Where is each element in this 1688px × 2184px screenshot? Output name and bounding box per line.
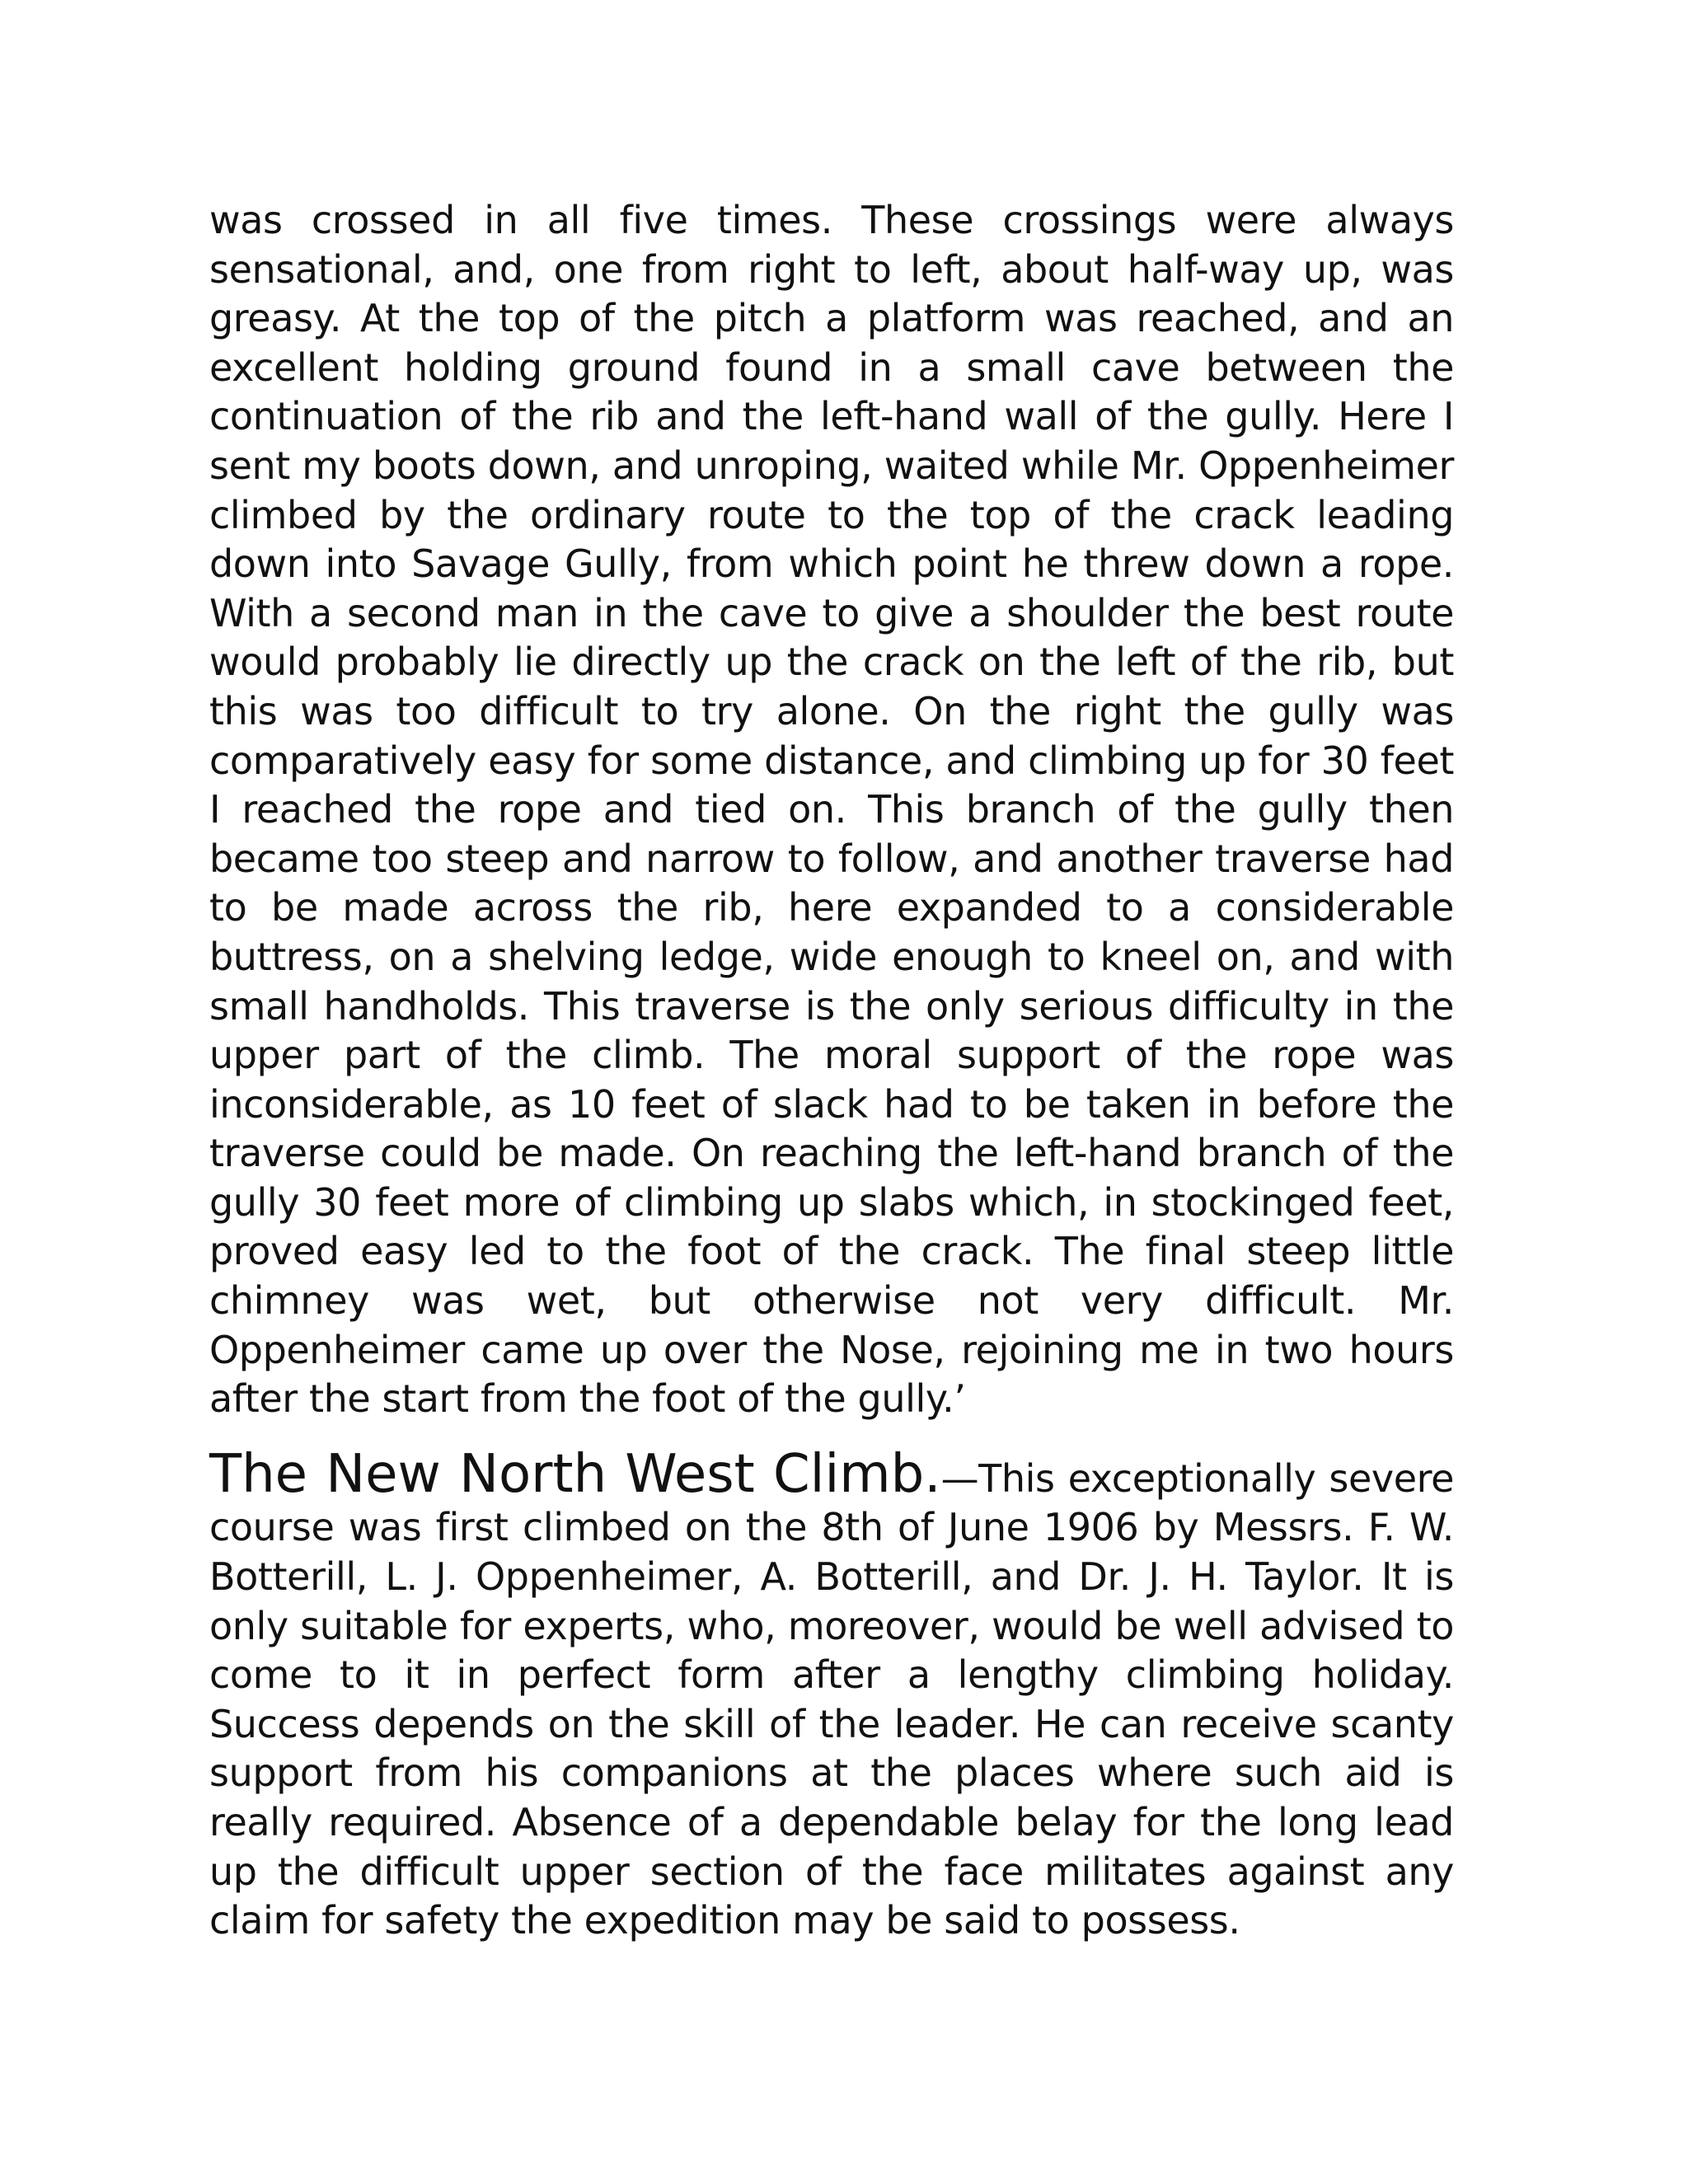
paragraph-text: was crossed in all five times. These crossings were always sensational, and, one from right to left, about half-way up, was greasy. At the top of the pitch a platform was reached, and an excellent holding ground found in a small cave between the continuation of the rib and the left-hand wall of the gully. Here I sent my boots down, and unroping, waited while Mr. Oppenheimer climbed by the ordinary route to the top of the crack leading down into Savage Gully, from which point he threw down a rope. With a second man in the cave to give a shoulder the best route would probably lie directly up the crack on the left of the rib, but this was too difficult to try alone. On the right the gully was comparatively easy for some distance, and climbing up for 30 feet I reached the rope and tied on. This branch of the gully then became too steep and narrow to follow, and another traverse had to be made across the rib, here expanded to a considerable buttress, on a shelving ledge, wide enough to kneel on, and with small handholds. This traverse is the only serious difficulty in the upper part of the climb. The moral support of the rope was inconsiderable, as 10 feet of slack had to be taken in before the traverse could be made. On reaching the left-hand branch of the gully 30 feet more of climbing up slabs which, in stockinged feet, proved easy led to the foot of the crack. The final steep little chimney was wet, but otherwise not very difficult. Mr. Oppenheimer came up over the Nose, rejoining me in two hours after the start from the foot of the gully.’ <box>209 198 1454 1422</box>
paragraph-continuation <box>209 196 1454 1424</box>
paragraph-new-north-west-climb <box>209 1443 1455 1946</box>
page-body <box>209 196 1454 1946</box>
section-heading: The New North West Climb. <box>209 1443 941 1505</box>
paragraph-text: —This exceptionally severe course was first climbed on the 8th of June 1906 by Messrs. F. W. Botterill, L. J. Oppenheimer, A. Botterill, and Dr. J. H. Taylor. It is only suitable for experts, who, moreover, would be well advised to come to it in perfect form after a lengthy climbing holiday. Success depends on the skill of the leader. He can receive scanty support from his companions at the places where such aid is really required. Absence of a dependable belay for the long lead up the difficult upper section of the face militates against any claim for safety the expedition may be said to possess. <box>209 1455 1455 1943</box>
